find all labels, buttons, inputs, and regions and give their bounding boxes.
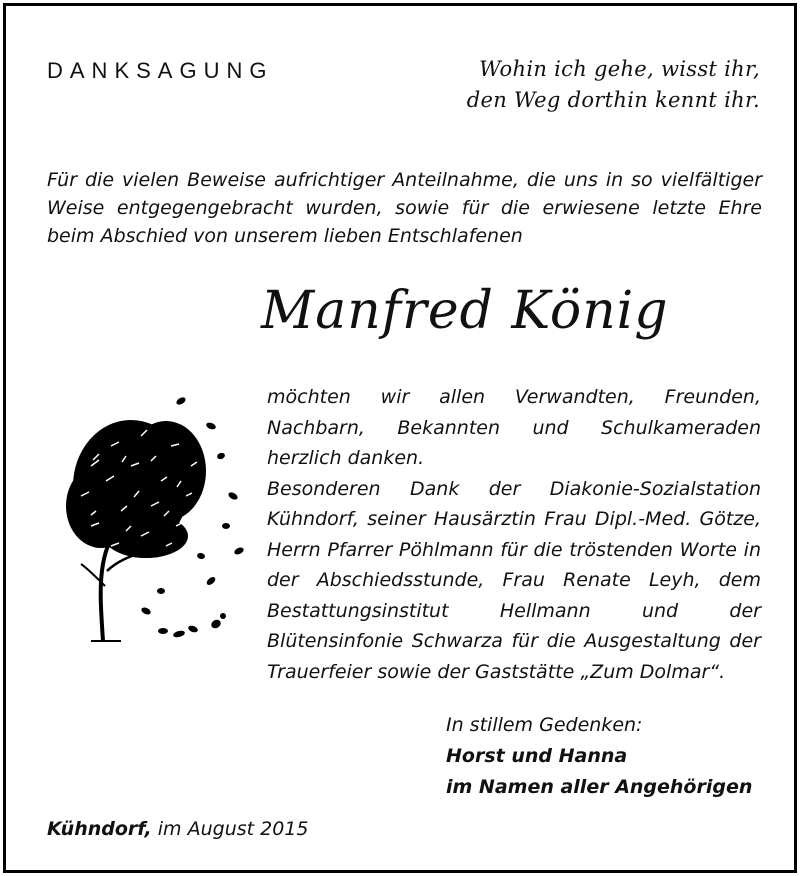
motto [467,54,760,116]
signers-line-2: im Namen aller Angehörigen [446,776,753,798]
intro-text: Für die vielen Beweise aufrichtiger Anteilnahme, die uns in so vielfältiger Weise entgegengebracht wurden, sowie für die erwiesene letzte Ehre beim Abschied von unserem lieben Entschlafenen [47,169,762,247]
signature-block [446,710,752,803]
date: im August 2015 [157,818,309,840]
obituary-notice [3,3,797,873]
memory-line: In stillem Gedenken: [446,714,643,736]
signers-line-1: Horst und Hanna [446,745,628,767]
thanks-text [267,382,761,687]
thanks-paragraph-2: Besonderen Dank der Diakonie-Sozialstation Kühndorf, seiner Hausärztin Frau Dipl.-Med. Götze, Herrn Pfarrer Pöhlmann für die tröstenden Worte in der Abschiedsstunde, Frau Renate Leyh, dem Bestattungsinstitut Hellmann und der Blütensinfonie Schwarza für die Ausgestaltung der Trauerfeier sowie der Gaststätte „Zum Dolmar“. [267,477,761,683]
heading: DANKSAGUNG [47,58,274,83]
motto-line-1: Wohin ich gehe, wisst ihr, [479,57,760,81]
place-date [47,818,309,840]
place: Kühndorf, [47,818,152,840]
motto-line-2: den Weg dorthin kennt ihr. [466,88,760,112]
deceased-name: Manfred König [261,281,669,341]
windblown-tree-icon [51,386,251,646]
thanks-paragraph-1: möchten wir allen Verwandten, Freunden, Nachbarn, Bekannten und Schulkameraden herzlich danken. [267,386,761,469]
